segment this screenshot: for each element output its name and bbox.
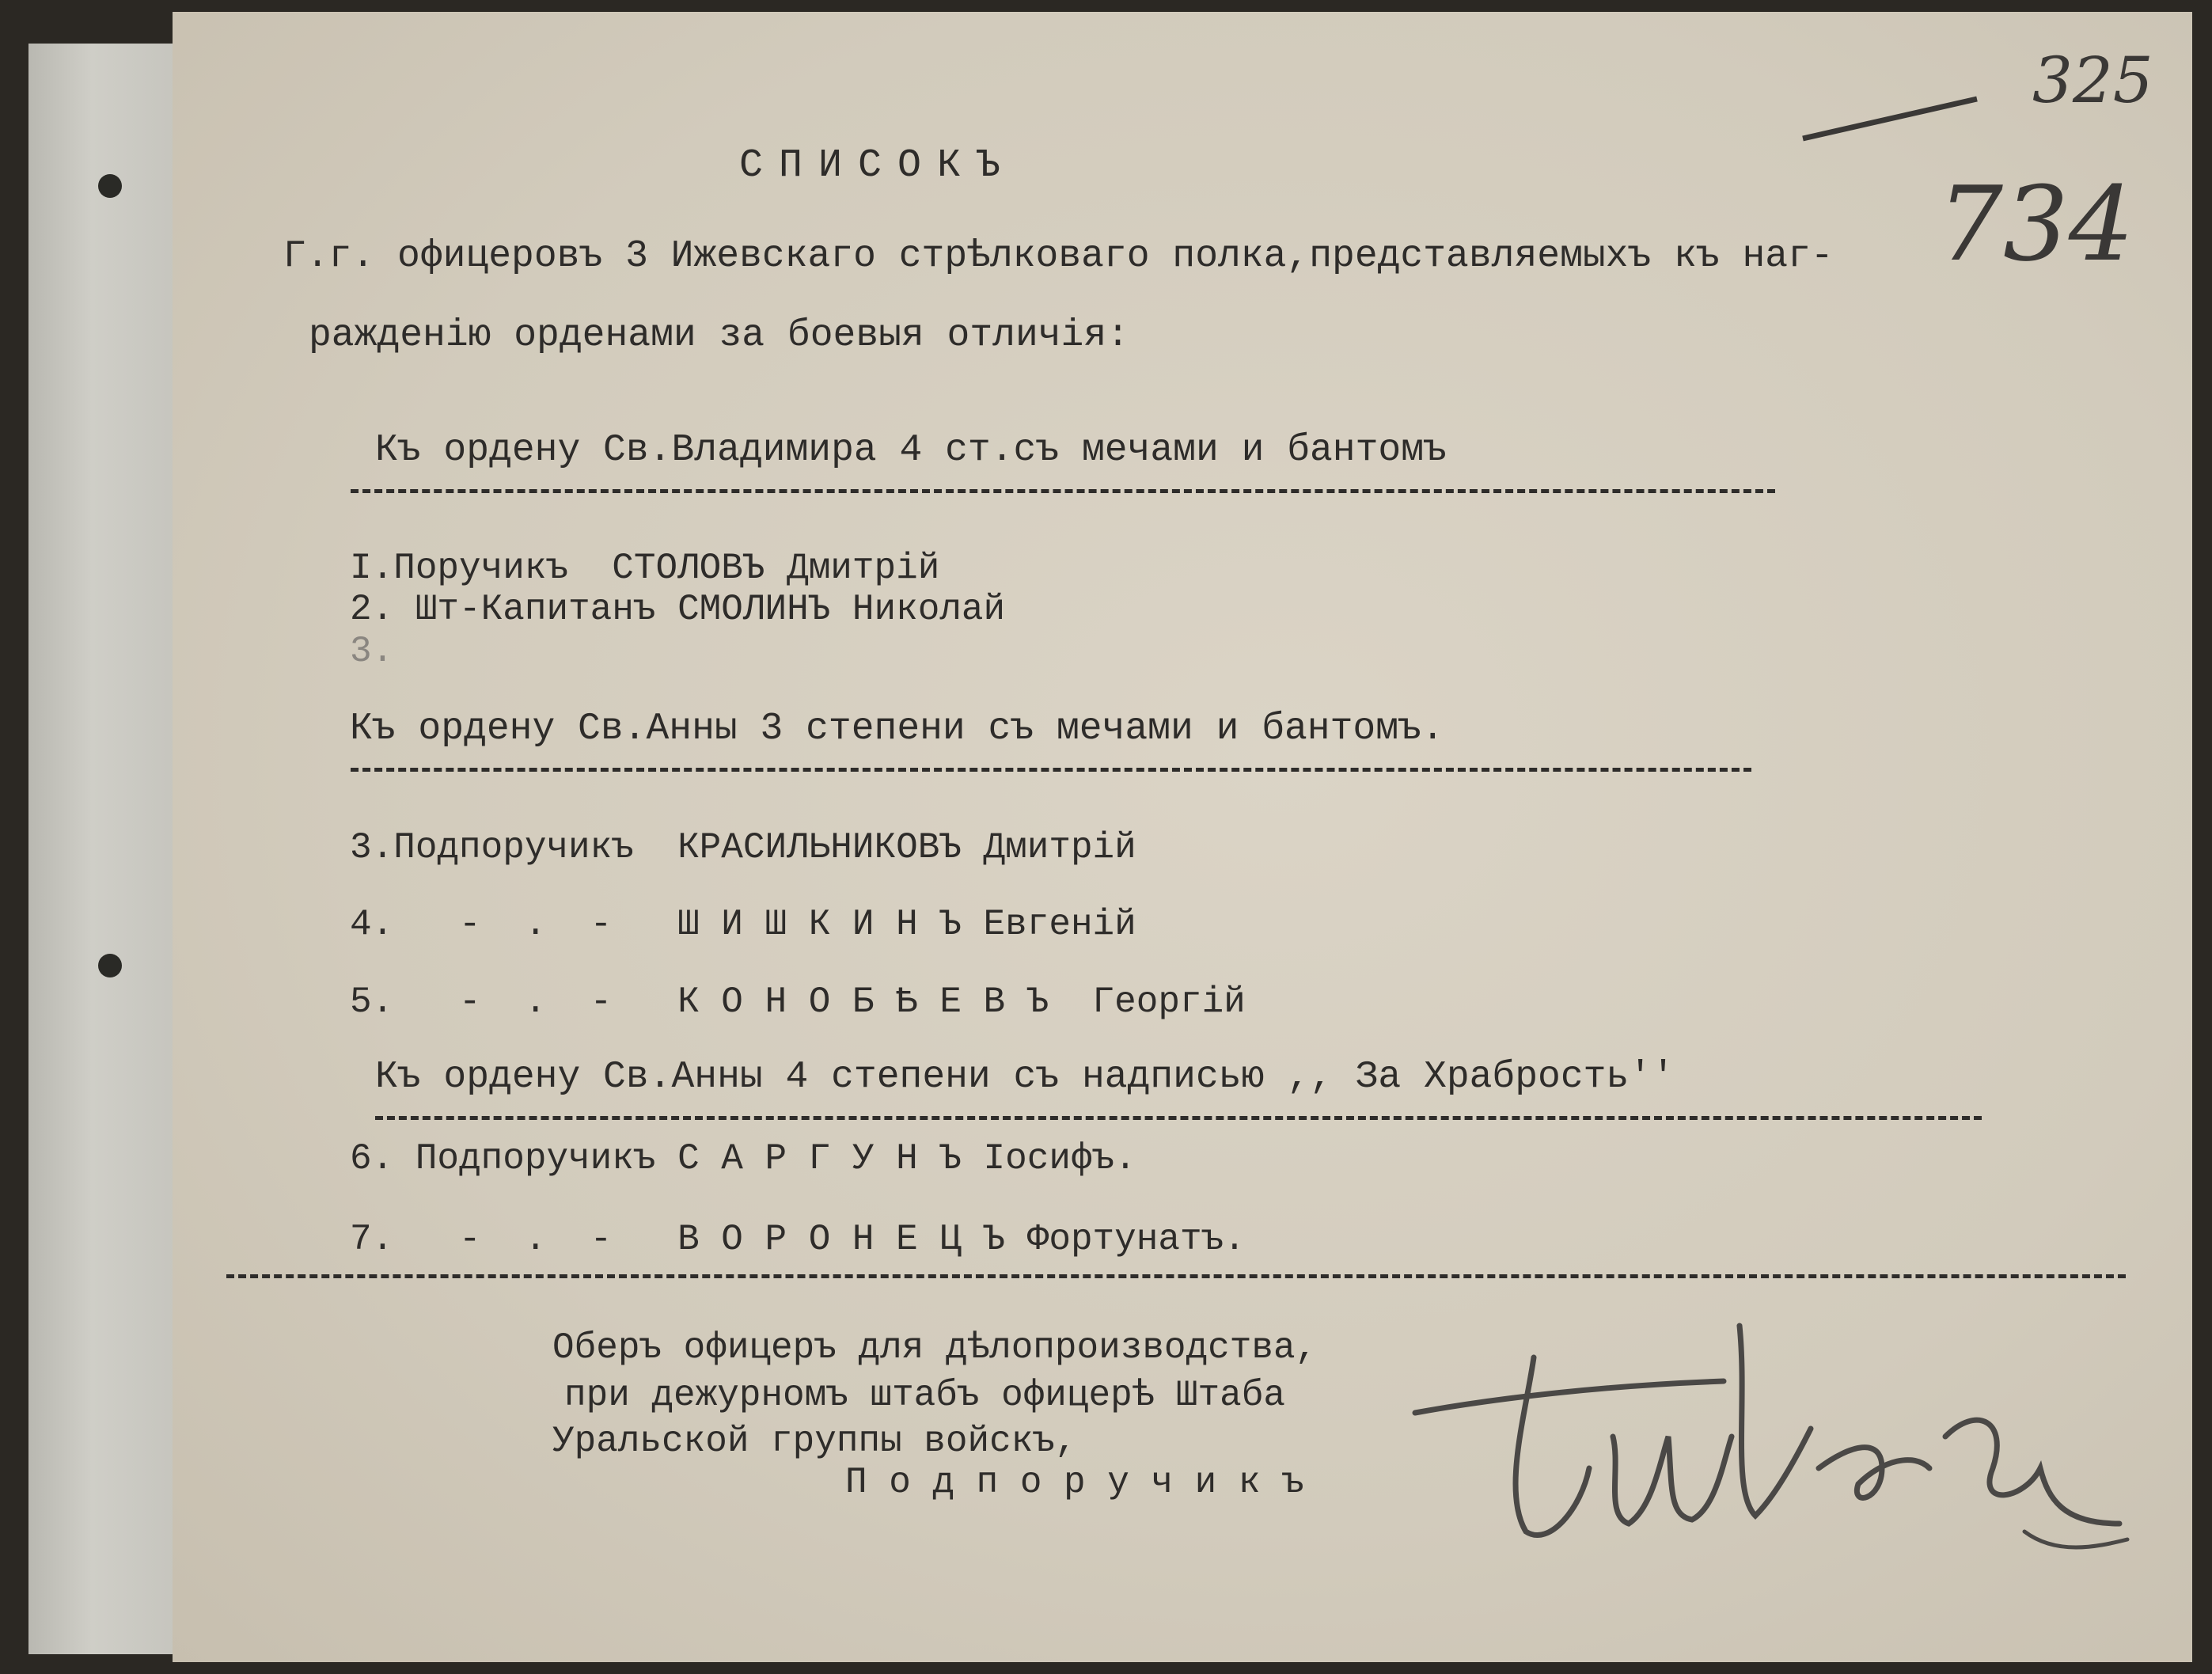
list-item: I.Поручикъ СТОЛОВЪ Дмитрiй	[350, 548, 940, 589]
intro-line: ражденiю орденами за боевыя отличiя:	[309, 314, 1129, 357]
binding-tab	[28, 44, 187, 1654]
section-heading: Къ ордену Св.Владимира 4 ст.съ мечами и бантомъ	[375, 429, 1447, 472]
document-page	[173, 12, 2192, 1662]
list-item: 3.Подпоручикъ КРАСИЛЬНИКОВЪ Дмитрiй	[350, 827, 1136, 868]
list-item: 5. - . - К О Н О Б Ѣ Е В Ъ Георгiй	[350, 981, 1246, 1023]
underline-rule	[375, 1116, 1982, 1120]
intro-line: Г.г. офицеровъ 3 Ижевскаго стрѣлковаго полка,представляемыхъ къ наг-	[283, 235, 1834, 278]
separator-rule	[226, 1274, 2126, 1278]
archive-page-number: 325	[2032, 44, 2153, 117]
strike-through-mark	[1795, 67, 1985, 170]
section-heading: Къ ордену Св.Анны 3 степени съ мечами и бантомъ.	[350, 708, 1444, 750]
signatory-title: Уральской группы войскъ,	[552, 1421, 1077, 1462]
list-item: 7. - . - В О Р О Н Е Ц Ъ Фортунатъ.	[350, 1219, 1246, 1260]
list-item: 2. Шт-Капитанъ СМОЛИНЪ Николай	[350, 589, 1006, 630]
underline-rule	[351, 489, 1775, 493]
punch-hole	[98, 954, 122, 977]
underline-rule	[351, 768, 1751, 772]
handwritten-signature	[1407, 1310, 2135, 1563]
signatory-rank: П о д п о р у ч и к ъ	[845, 1462, 1304, 1503]
signatory-title: Оберъ офицеръ для дѣлопроизводства,	[552, 1327, 1318, 1368]
punch-hole	[98, 174, 122, 198]
list-item: 4. - . - Ш И Ш К И Н Ъ Евгенiй	[350, 904, 1136, 945]
signatory-title: при дежурномъ штабъ офицерѣ Штаба	[564, 1375, 1285, 1416]
list-item: 6. Подпоручикъ С А Р Г У Н Ъ Iосифъ.	[350, 1138, 1136, 1179]
document-title: СПИСОКЪ	[739, 143, 1017, 188]
archive-number-crossed: 734	[1937, 164, 2134, 284]
list-item: 3.	[350, 631, 394, 672]
section-heading: Къ ордену Св.Анны 4 степени съ надписью ,, За Храбрость''	[375, 1056, 1675, 1099]
